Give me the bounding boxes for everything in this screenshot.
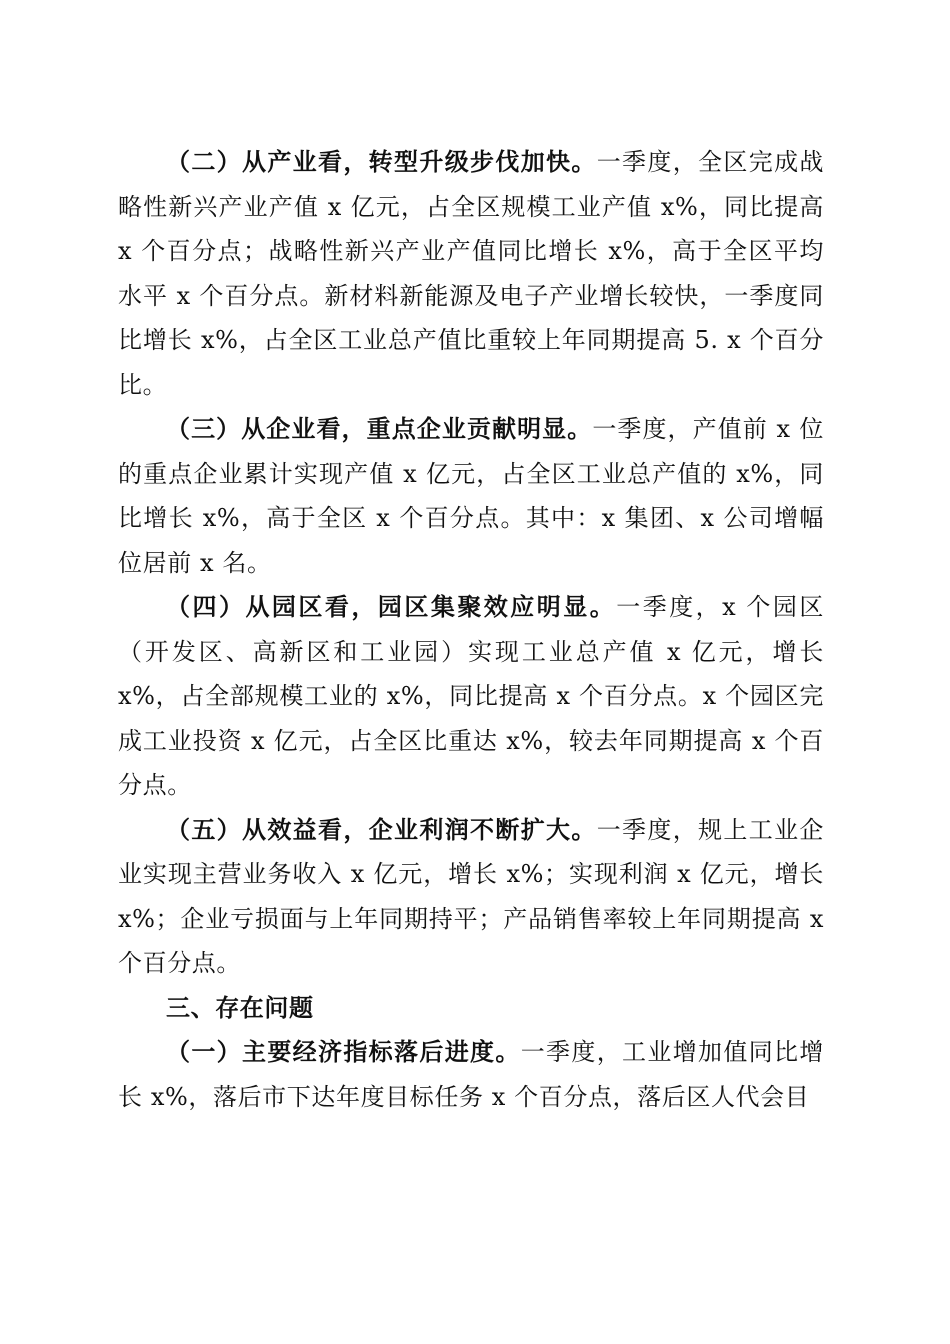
paragraph-industry [118, 140, 824, 407]
paragraph-lead: （一）主要经济指标落后进度。 [166, 1037, 521, 1066]
paragraph-body: 一季度，工业增加值同比增长 x%，落后市下达年度目标任务 x 个百分点，落后区人代会目 [118, 1038, 824, 1111]
section-heading: 三、存在问题 [166, 992, 314, 1022]
paragraph-enterprise [118, 407, 824, 585]
paragraph-benefit [118, 808, 824, 986]
paragraph-lead: （二）从产业看，转型升级步伐加快。 [166, 147, 597, 176]
paragraph-lead: （五）从效益看，企业利润不断扩大。 [166, 814, 597, 844]
paragraph-indicators [118, 1030, 824, 1119]
paragraph-park [118, 585, 824, 808]
paragraph-body: 一季度，规上工业企业实现主营业务收入 x 亿元，增长 x%；实现利润 x 亿元，增长 x%；企业亏损面与上年同期持平；产品销售率较上年同期提高 x 个百分点。 [118, 815, 825, 977]
paragraph-body: 一季度，x 个园区（开发区、高新区和工业园）实现工业总产值 x 亿元，增长 x%，占全部规模工业的 x%，同比提高 x 个百分点。x 个园区完成工业投资 x 亿元，占全区比重达 x%，较去年同期提高 x 个百分点。 [118, 593, 824, 799]
paragraph-body: 一季度，产值前 x 位的重点企业累计实现产值 x 亿元，占全区工业总产值的 x%，同比增长 x%，高于全区 x 个百分点。其中：x 集团、x 公司增幅位居前 x 名。 [118, 415, 824, 577]
paragraph-body: 一季度，全区完成战略性新兴产业产值 x 亿元，占全区规模工业产值 x%，同比提高 x 个百分点；战略性新兴产业产值同比增长 x%，高于全区平均水平 x 个百分点。新材料新能源及电子产业增长较快，一季度同比增长 x%，占全区工业总产值比重较上年同期提高 5. x 个百分比。 [118, 148, 825, 399]
paragraph-lead: （四）从园区看，园区集聚效应明显。 [166, 592, 617, 621]
document-page [118, 140, 824, 1119]
paragraph-lead: （三）从企业看，重点企业贡献明显。 [166, 414, 593, 443]
